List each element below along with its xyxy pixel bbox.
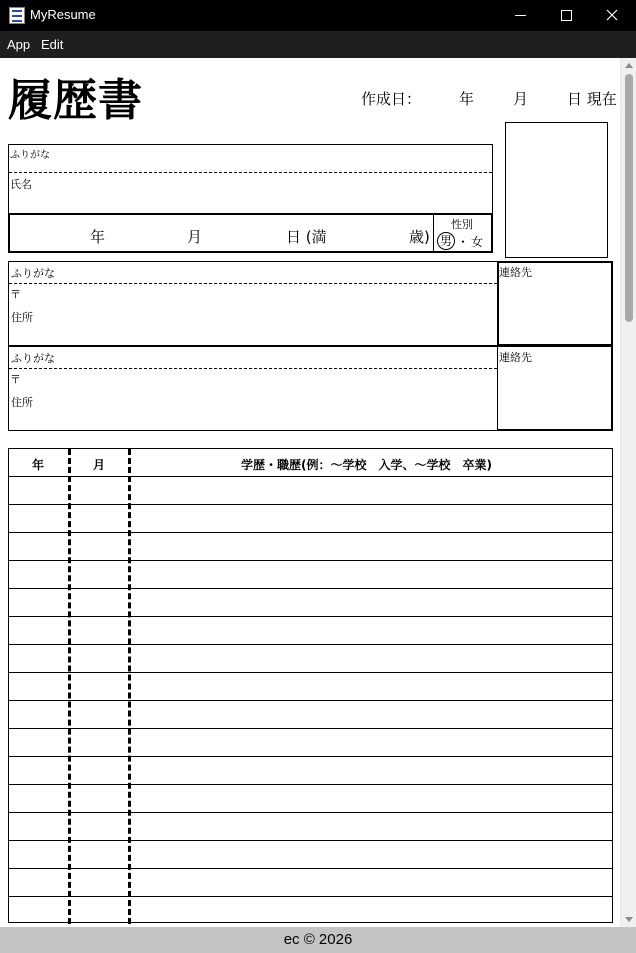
table-row[interactable]: [9, 560, 612, 561]
title-bar: [0, 0, 636, 31]
footer: [0, 927, 636, 953]
history-col-year: 年: [32, 458, 45, 472]
close-icon: [589, 0, 635, 31]
gender-female-option[interactable]: 女: [471, 235, 484, 249]
table-row[interactable]: [9, 868, 612, 869]
history-table: [8, 448, 613, 923]
scroll-thumb[interactable]: [625, 74, 633, 322]
photo-area[interactable]: [505, 122, 608, 258]
address2-postal-mark: 〒: [10, 373, 21, 386]
menu-edit[interactable]: Edit: [41, 37, 64, 52]
birth-month-unit: 月: [187, 228, 203, 246]
history-col-detail: 学歴・職歴(例：～学校 入学、～学校 卒業): [241, 458, 492, 472]
contact2-label: 連絡先: [499, 351, 532, 364]
app-icon: [9, 7, 25, 24]
table-row[interactable]: [9, 504, 612, 505]
birth-day-age-unit: 日 (満: [286, 228, 327, 246]
address1-label: 住所: [11, 311, 33, 324]
minimize-button[interactable]: [498, 0, 544, 31]
table-row[interactable]: [9, 588, 612, 589]
menu-app[interactable]: App: [7, 37, 31, 52]
menu-bar: [0, 31, 636, 58]
table-row[interactable]: [9, 840, 612, 841]
created-label: 作成日：: [361, 90, 422, 108]
created-year-unit: 年: [459, 90, 475, 108]
created-month-unit: 月: [513, 90, 529, 108]
scroll-down-icon[interactable]: [625, 917, 633, 922]
minimize-icon: [498, 0, 544, 31]
table-row[interactable]: [9, 728, 612, 729]
birth-year-unit: 年: [90, 228, 106, 246]
gender-male-option[interactable]: 男: [437, 232, 455, 250]
scroll-up-icon[interactable]: [625, 63, 633, 68]
name-label: 氏名: [10, 178, 32, 191]
table-row[interactable]: [9, 812, 612, 813]
maximize-icon: [543, 0, 589, 31]
gender-label: 性別: [451, 218, 473, 231]
contact1-label: 連絡先: [499, 266, 532, 279]
table-row[interactable]: [9, 616, 612, 617]
vertical-scrollbar[interactable]: [620, 58, 636, 927]
created-day-unit: 日 現在: [567, 90, 617, 108]
divider: [9, 172, 492, 173]
table-row[interactable]: [9, 532, 612, 533]
address1-furigana-label: ふりがな: [11, 267, 55, 280]
table-row[interactable]: [9, 784, 612, 785]
divider: [9, 368, 497, 369]
copyright-text: ec © 2026: [283, 931, 353, 948]
name-furigana-label: ふりがな: [10, 150, 50, 161]
divider: [9, 283, 497, 284]
table-row[interactable]: [9, 644, 612, 645]
gender-separator: ・: [457, 235, 470, 249]
resume-form: [0, 58, 620, 927]
close-button[interactable]: [589, 0, 635, 31]
table-row[interactable]: [9, 476, 612, 477]
column-divider: [128, 449, 131, 924]
address1-postal-mark: 〒: [10, 288, 21, 301]
history-col-month: 月: [93, 458, 106, 472]
window-title: MyResume: [30, 7, 96, 22]
maximize-button[interactable]: [543, 0, 589, 31]
address2-label: 住所: [11, 396, 33, 409]
table-row[interactable]: [9, 700, 612, 701]
column-divider: [68, 449, 71, 924]
table-row[interactable]: [9, 896, 612, 897]
table-row[interactable]: [9, 756, 612, 757]
page-title: 履歴書: [8, 75, 143, 126]
age-suffix: 歳): [409, 228, 430, 246]
table-row[interactable]: [9, 672, 612, 673]
name-block: [8, 144, 493, 214]
address2-furigana-label: ふりがな: [11, 352, 55, 365]
